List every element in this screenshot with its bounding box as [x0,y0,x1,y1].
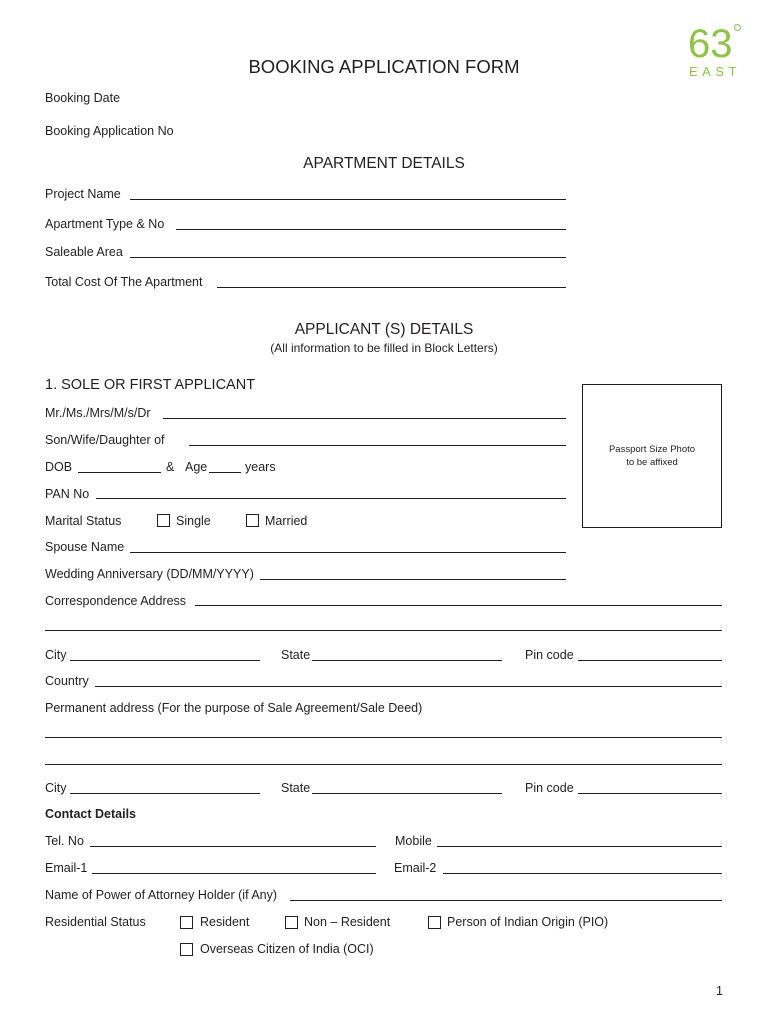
project-name-label: Project Name [45,187,121,201]
years-label: years [245,460,276,474]
apartment-heading: APARTMENT DETAILS [303,155,465,172]
permanent-address-field-1[interactable] [45,737,722,738]
tel-label: Tel. No [45,834,84,848]
apartment-type-label: Apartment Type & No [45,217,165,231]
marital-status-label: Marital Status [45,514,122,528]
pin-label-2: Pin code [525,781,574,795]
photo-line-2: to be affixed [626,457,678,468]
poa-field[interactable] [290,900,722,901]
oci-checkbox[interactable] [180,943,193,956]
residential-status-label: Residential Status [45,915,146,929]
spouse-field[interactable] [130,552,566,553]
total-cost-field[interactable] [217,287,566,288]
country-label: Country [45,674,89,688]
age-field[interactable] [209,472,241,473]
pin-field-1[interactable] [578,660,722,661]
single-checkbox[interactable] [157,514,170,527]
tel-field[interactable] [90,846,376,847]
email2-field[interactable] [443,873,722,874]
pan-label: PAN No [45,487,90,501]
email1-field[interactable] [92,873,376,874]
country-field[interactable] [95,686,722,687]
dob-label: DOB [45,460,73,474]
mobile-label: Mobile [395,834,432,848]
email1-label: Email-1 [45,861,88,875]
oci-label: Overseas Citizen of India (OCI) [200,942,374,956]
email2-label: Email-2 [394,861,437,875]
saleable-area-field[interactable] [130,257,566,258]
photo-box [582,384,722,528]
pio-checkbox[interactable] [428,916,441,929]
married-checkbox[interactable] [246,514,259,527]
age-label: Age [185,460,208,474]
single-label: Single [176,514,211,528]
booking-date-label: Booking Date [45,91,121,105]
photo-line-1: Passport Size Photo [608,444,696,455]
logo-number: 63 [688,22,733,66]
pin-field-2[interactable] [578,793,722,794]
resident-checkbox[interactable] [180,916,193,929]
married-label: Married [265,514,308,528]
pio-label: Person of Indian Origin (PIO) [447,915,609,929]
project-name-field[interactable] [130,199,566,200]
logo-degree-icon [734,24,741,31]
applicant-name-field[interactable] [163,418,566,419]
permanent-address-label: Permanent address (For the purpose of Sale Agreement/Sale Deed) [45,701,423,715]
city-field-2[interactable] [70,793,260,794]
non-resident-label: Non – Resident [304,915,391,929]
correspondence-field-1[interactable] [195,605,722,606]
permanent-address-field-2[interactable] [45,764,722,765]
state-field-1[interactable] [312,660,502,661]
resident-label: Resident [200,915,250,929]
first-applicant-heading: 1. SOLE OR FIRST APPLICANT [45,377,256,393]
saleable-area-label: Saleable Area [45,245,123,259]
relation-label: Son/Wife/Daughter of [45,433,165,447]
city-field-1[interactable] [70,660,260,661]
mobile-field[interactable] [437,846,722,847]
photo-instructions [583,443,721,469]
pan-field[interactable] [96,498,566,499]
anniversary-field[interactable] [260,579,566,580]
city-label-1: City [45,648,67,662]
correspondence-field-2[interactable] [45,630,722,631]
applicant-heading: APPLICANT (S) DETAILS [294,321,474,338]
anniversary-label: Wedding Anniversary (DD/MM/YYYY) [45,567,254,581]
state-label-2: State [281,781,311,795]
page-number: 1 [716,984,723,998]
salutation-label: Mr./Ms./Mrs/M/s/Dr [45,406,151,420]
relation-field[interactable] [189,445,566,446]
pin-label-1: Pin code [525,648,574,662]
total-cost-label: Total Cost Of The Apartment [45,275,203,289]
non-resident-checkbox[interactable] [285,916,298,929]
state-label-1: State [281,648,311,662]
page-title: BOOKING APPLICATION FORM [248,56,520,77]
poa-label: Name of Power of Attorney Holder (if Any) [45,888,278,902]
logo-word: EAST [689,64,741,79]
amp-text: & [166,460,175,474]
correspondence-label: Correspondence Address [45,594,187,608]
spouse-label: Spouse Name [45,540,125,554]
contact-heading: Contact Details [45,807,136,821]
dob-field[interactable] [78,472,161,473]
city-label-2: City [45,781,67,795]
booking-app-no-label: Booking Application No [45,124,174,138]
apartment-type-field[interactable] [176,229,566,230]
state-field-2[interactable] [312,793,502,794]
applicant-subheading: (All information to be filled in Block Letters) [270,341,498,355]
